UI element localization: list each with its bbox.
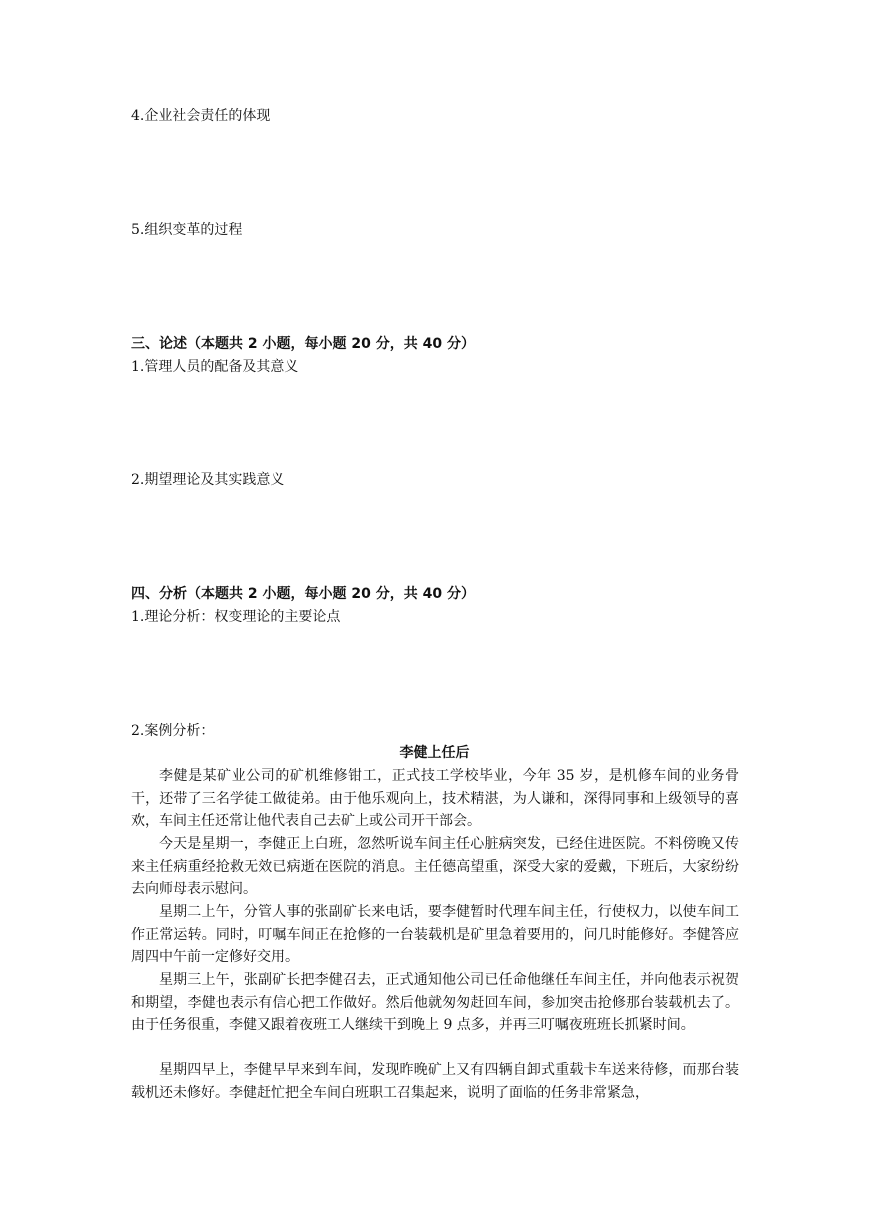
section-3-heading: 三、论述（本题共 2 小题，每小题 20 分，共 40 分） xyxy=(131,336,475,352)
case-paragraph-4: 星期三上午，张副矿长把李健召去，正式通知他公司已任命他继任车间主任，并向他表示祝贺和期望，李健也表示有信心把工作做好。然后他就匆匆赶回车间，参加突击抢修那台装载机去了。由于任务很重，李健又跟着夜班工人继续干到晚上 9 点多，并再三叮嘱夜班班长抓紧时间。 xyxy=(131,972,739,1034)
case-paragraph-3: 星期二上午，分管人事的张副矿长来电话，要李健暂时代理车间主任，行使权力，以使车间工作正常运转。同时，叮嘱车间正在抢修的一台装载机是矿里急着要用的，问几时能修好。李健答应周四中午前一定修好交用。 xyxy=(131,904,739,966)
section-3-question-1: 1.管理人员的配备及其意义 xyxy=(131,359,299,375)
question-item-5: 5.组织变革的过程 xyxy=(131,222,243,238)
section-3-question-2: 2.期望理论及其实践意义 xyxy=(131,472,285,488)
section-4-question-1: 1.理论分析：权变理论的主要论点 xyxy=(131,609,341,625)
case-paragraph-1: 李健是某矿业公司的矿机维修钳工，正式技工学校毕业，今年 35 岁，是机修车间的业务骨干，还带了三名学徒工做徒弟。由于他乐观向上，技术精湛，为人谦和，深得同事和上级领导的喜欢，车间主任还常让他代表自己去矿上或公司开干部会。 xyxy=(131,768,739,830)
case-paragraph-2: 今天是星期一，李健正上白班，忽然听说车间主任心脏病突发，已经住进医院。不料傍晚又传来主任病重经抢救无效已病逝在医院的消息。主任德高望重，深受大家的爱戴，下班后，大家纷纷去向师母表示慰问。 xyxy=(131,836,739,898)
case-title: 李健上任后 xyxy=(399,745,470,761)
question-item-4: 4.企业社会责任的体现 xyxy=(131,108,271,124)
section-4-heading: 四、分析（本题共 2 小题，每小题 20 分，共 40 分） xyxy=(131,586,475,602)
section-4-question-2: 2.案例分析： xyxy=(131,723,215,739)
case-paragraph-5: 星期四早上，李健早早来到车间，发现昨晚矿上又有四辆自卸式重载卡车送来待修，而那台装载机还未修好。李健赶忙把全车间白班职工召集起来，说明了面临的任务非常紧急， xyxy=(131,1062,739,1101)
